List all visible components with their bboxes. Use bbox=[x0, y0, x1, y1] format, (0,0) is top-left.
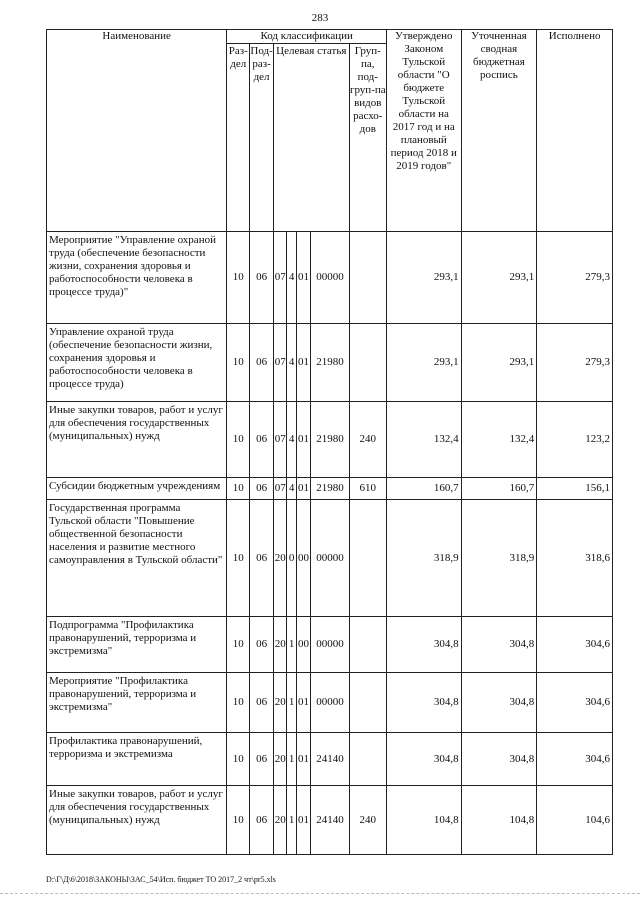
row-target-subprogram: 0 bbox=[287, 500, 296, 617]
row-target-direction: 24140 bbox=[311, 733, 349, 786]
header-code-group: Код классификации bbox=[227, 30, 387, 44]
row-executed: 279,3 bbox=[537, 324, 613, 402]
row-target-event: 01 bbox=[296, 324, 311, 402]
row-target-direction: 00000 bbox=[311, 500, 349, 617]
row-target-program: 07 bbox=[273, 478, 286, 500]
row-approved: 160,7 bbox=[386, 478, 461, 500]
row-refined: 318,9 bbox=[461, 500, 537, 617]
row-target-direction: 00000 bbox=[311, 617, 349, 673]
row-executed: 156,1 bbox=[537, 478, 613, 500]
row-target-event: 01 bbox=[296, 673, 311, 733]
row-executed: 318,6 bbox=[537, 500, 613, 617]
row-target-program: 07 bbox=[273, 232, 286, 324]
row-target-subprogram: 4 bbox=[287, 478, 296, 500]
table-row bbox=[47, 478, 613, 500]
table-row bbox=[47, 617, 613, 673]
row-section: 10 bbox=[227, 673, 250, 733]
footer-file-path: D:\Г\Д\6\2018\ЗАКОНЫ\ЗАС_54\Исп. бюджет ТО 2017_2 чт\pr5.xls bbox=[46, 875, 276, 884]
row-target-subprogram: 4 bbox=[287, 324, 296, 402]
table-body bbox=[47, 232, 613, 855]
row-approved: 132,4 bbox=[386, 402, 461, 478]
row-section: 10 bbox=[227, 786, 250, 855]
scan-edge-line bbox=[0, 893, 640, 895]
row-target-subprogram: 1 bbox=[287, 733, 296, 786]
row-name: Подпрограмма "Профилактика правонарушений, терроризма и экстремизма" bbox=[47, 617, 227, 673]
row-approved: 293,1 bbox=[386, 324, 461, 402]
row-subsection: 06 bbox=[250, 478, 274, 500]
row-refined: 160,7 bbox=[461, 478, 537, 500]
row-subsection: 06 bbox=[250, 786, 274, 855]
table-row bbox=[47, 733, 613, 786]
row-name: Управление охраной труда (обеспечение безопасности жизни, сохранения здоровья и работоспособности человека в процессе труда) bbox=[47, 324, 227, 402]
row-target-event: 01 bbox=[296, 402, 311, 478]
row-approved: 304,8 bbox=[386, 673, 461, 733]
row-target-direction: 00000 bbox=[311, 232, 349, 324]
row-name: Государственная программа Тульской области "Повышение общественной безопасности населения и развитие местного самоуправления в Тульской области" bbox=[47, 500, 227, 617]
row-subsection: 06 bbox=[250, 500, 274, 617]
row-target-program: 07 bbox=[273, 402, 286, 478]
row-target-direction: 00000 bbox=[311, 673, 349, 733]
row-approved: 104,8 bbox=[386, 786, 461, 855]
row-target-event: 01 bbox=[296, 786, 311, 855]
row-approved: 293,1 bbox=[386, 232, 461, 324]
row-target-program: 20 bbox=[273, 673, 286, 733]
row-refined: 304,8 bbox=[461, 673, 537, 733]
header-subsection: Под-раз-дел bbox=[250, 44, 274, 232]
table-row bbox=[47, 324, 613, 402]
row-subsection: 06 bbox=[250, 232, 274, 324]
row-section: 10 bbox=[227, 402, 250, 478]
row-target-program: 07 bbox=[273, 324, 286, 402]
row-refined: 293,1 bbox=[461, 324, 537, 402]
row-section: 10 bbox=[227, 478, 250, 500]
row-expense-group bbox=[349, 500, 386, 617]
row-name: Профилактика правонарушений, терроризма и экстремизма bbox=[47, 733, 227, 786]
row-target-program: 20 bbox=[273, 500, 286, 617]
row-subsection: 06 bbox=[250, 673, 274, 733]
row-section: 10 bbox=[227, 500, 250, 617]
row-refined: 132,4 bbox=[461, 402, 537, 478]
row-refined: 293,1 bbox=[461, 232, 537, 324]
row-refined: 304,8 bbox=[461, 617, 537, 673]
row-expense-group bbox=[349, 617, 386, 673]
row-refined: 104,8 bbox=[461, 786, 537, 855]
row-approved: 304,8 bbox=[386, 617, 461, 673]
row-expense-group bbox=[349, 733, 386, 786]
header-name: Наименование bbox=[47, 30, 227, 232]
header-approved: Утверждено Законом Тульской области "О бюджете Тульской области на 2017 год и на плановый период 2018 и 2019 годов" bbox=[386, 30, 461, 232]
row-approved: 318,9 bbox=[386, 500, 461, 617]
row-target-direction: 21980 bbox=[311, 402, 349, 478]
header-expense-group: Груп-па, под-груп-па видов расхо-дов bbox=[349, 44, 386, 232]
page-number: 283 bbox=[311, 12, 329, 24]
row-expense-group bbox=[349, 232, 386, 324]
row-target-program: 20 bbox=[273, 786, 286, 855]
row-expense-group bbox=[349, 324, 386, 402]
header-executed: Исполнено bbox=[537, 30, 613, 232]
row-target-program: 20 bbox=[273, 617, 286, 673]
row-executed: 279,3 bbox=[537, 232, 613, 324]
table-row bbox=[47, 673, 613, 733]
row-section: 10 bbox=[227, 733, 250, 786]
table-row bbox=[47, 500, 613, 617]
row-section: 10 bbox=[227, 232, 250, 324]
row-expense-group bbox=[349, 673, 386, 733]
row-target-subprogram: 1 bbox=[287, 617, 296, 673]
row-name: Мероприятие "Управление охраной труда (обеспечение безопасности жизни, сохранения здоровья и работоспособности человека в процессе труда)" bbox=[47, 232, 227, 324]
table-row bbox=[47, 786, 613, 855]
row-target-event: 00 bbox=[296, 500, 311, 617]
row-target-subprogram: 4 bbox=[287, 232, 296, 324]
row-approved: 304,8 bbox=[386, 733, 461, 786]
row-expense-group: 240 bbox=[349, 786, 386, 855]
row-target-event: 00 bbox=[296, 617, 311, 673]
row-target-direction: 21980 bbox=[311, 478, 349, 500]
row-section: 10 bbox=[227, 617, 250, 673]
row-target-program: 20 bbox=[273, 733, 286, 786]
row-target-subprogram: 1 bbox=[287, 786, 296, 855]
row-subsection: 06 bbox=[250, 733, 274, 786]
row-name: Субсидии бюджетным учреждениям bbox=[47, 478, 227, 500]
row-subsection: 06 bbox=[250, 617, 274, 673]
row-name: Иные закупки товаров, работ и услуг для обеспечения государственных (муниципальных) нужд bbox=[47, 402, 227, 478]
header-section: Раз-дел bbox=[227, 44, 250, 232]
row-section: 10 bbox=[227, 324, 250, 402]
table-row bbox=[47, 402, 613, 478]
table-row bbox=[47, 232, 613, 324]
row-name: Мероприятие "Профилактика правонарушений, терроризма и экстремизма" bbox=[47, 673, 227, 733]
row-target-event: 01 bbox=[296, 232, 311, 324]
budget-table bbox=[46, 29, 613, 855]
row-executed: 104,6 bbox=[537, 786, 613, 855]
row-expense-group: 240 bbox=[349, 402, 386, 478]
row-executed: 304,6 bbox=[537, 617, 613, 673]
row-target-subprogram: 4 bbox=[287, 402, 296, 478]
row-executed: 123,2 bbox=[537, 402, 613, 478]
row-target-event: 01 bbox=[296, 733, 311, 786]
row-subsection: 06 bbox=[250, 324, 274, 402]
row-target-event: 01 bbox=[296, 478, 311, 500]
row-name: Иные закупки товаров, работ и услуг для обеспечения государственных (муниципальных) нужд bbox=[47, 786, 227, 855]
row-target-direction: 21980 bbox=[311, 324, 349, 402]
header-target-article: Целевая статья bbox=[273, 44, 349, 232]
row-expense-group: 610 bbox=[349, 478, 386, 500]
row-target-subprogram: 1 bbox=[287, 673, 296, 733]
header-refined: Уточненная сводная бюджетная роспись bbox=[461, 30, 537, 232]
row-executed: 304,6 bbox=[537, 673, 613, 733]
row-executed: 304,6 bbox=[537, 733, 613, 786]
row-target-direction: 24140 bbox=[311, 786, 349, 855]
row-refined: 304,8 bbox=[461, 733, 537, 786]
row-subsection: 06 bbox=[250, 402, 274, 478]
